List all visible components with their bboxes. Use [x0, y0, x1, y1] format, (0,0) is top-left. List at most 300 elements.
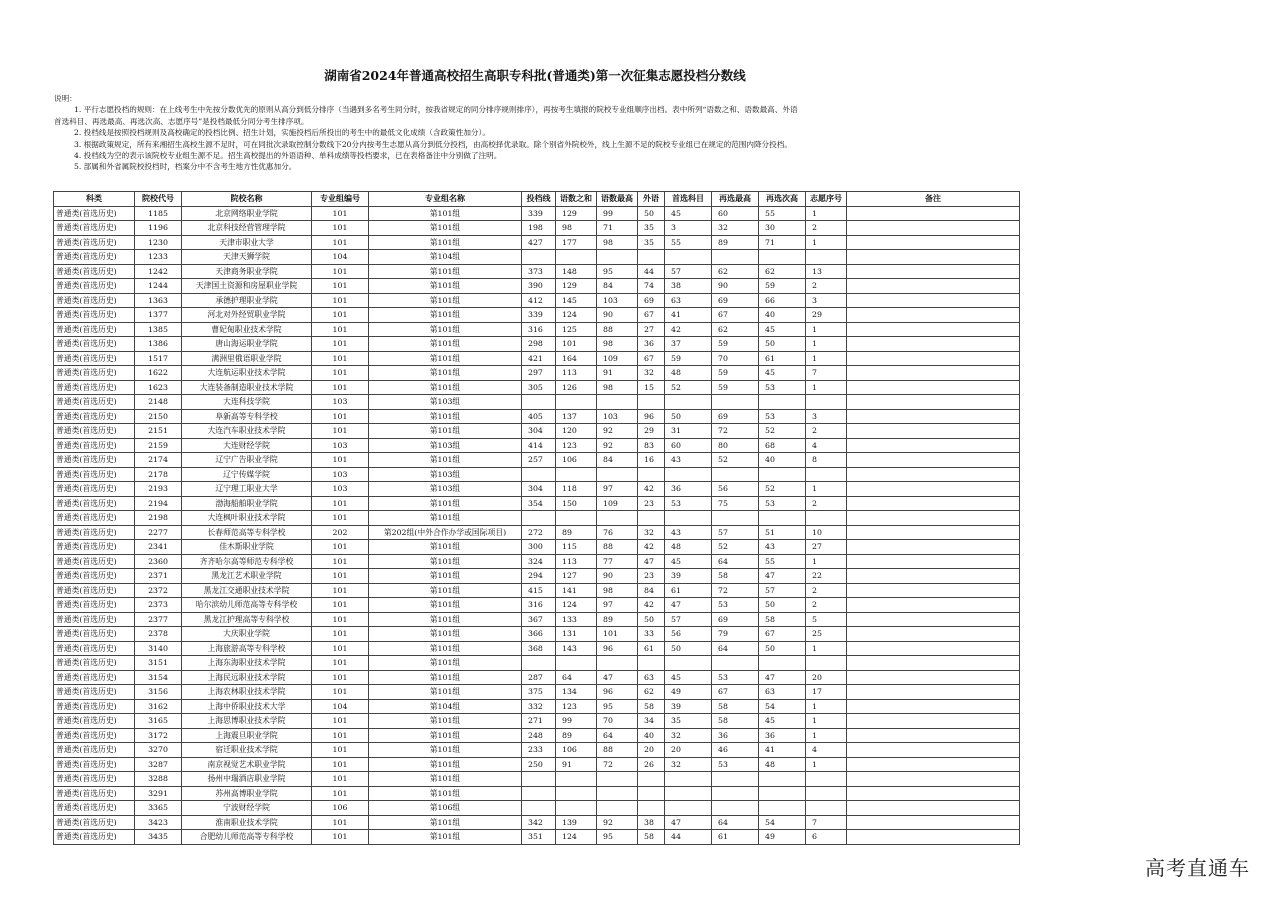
cell-group-name: 第101组 [369, 540, 522, 555]
cell-group-name: 第103组 [369, 395, 522, 410]
cell-category: 普通类(首选历史) [54, 772, 135, 787]
cell-school-code: 2360 [135, 554, 182, 569]
cell-first-subject: 45 [665, 206, 712, 221]
cell-cutoff: 257 [522, 453, 556, 468]
cell-group-name: 第202组(中外合作办学或国际项目) [369, 525, 522, 540]
cell-chinese-math-sum: 113 [556, 554, 597, 569]
cell-remarks [847, 743, 1020, 758]
cell-foreign-language: 61 [638, 641, 665, 656]
cell-chinese-math-sum: 91 [556, 757, 597, 772]
cell-elective-max: 60 [712, 206, 759, 221]
cell-choice-order [806, 395, 847, 410]
cell-remarks [847, 264, 1020, 279]
cell-choice-order [806, 772, 847, 787]
cell-first-subject: 45 [665, 554, 712, 569]
cell-first-subject: 35 [665, 714, 712, 729]
cell-cutoff [522, 511, 556, 526]
cell-remarks [847, 786, 1020, 801]
cell-elective-max [712, 511, 759, 526]
cell-school-name: 上海旅游高等专科学校 [182, 641, 312, 656]
cell-remarks [847, 830, 1020, 845]
cell-elective-max: 72 [712, 583, 759, 598]
cell-group-code: 101 [312, 670, 369, 685]
cell-remarks [847, 453, 1020, 468]
cell-foreign-language: 32 [638, 366, 665, 381]
cell-school-code: 2150 [135, 409, 182, 424]
cell-school-code: 3140 [135, 641, 182, 656]
header-elective-max: 再选最高 [712, 192, 759, 207]
cell-school-code: 3423 [135, 815, 182, 830]
cell-remarks [847, 772, 1020, 787]
cell-chinese-math-max: 71 [597, 221, 638, 236]
cell-chinese-math-sum: 115 [556, 540, 597, 555]
cell-remarks [847, 656, 1020, 671]
cell-remarks [847, 757, 1020, 772]
cell-elective-second: 40 [759, 308, 806, 323]
cell-remarks [847, 293, 1020, 308]
cell-group-name: 第101组 [369, 714, 522, 729]
cell-remarks [847, 598, 1020, 613]
cell-elective-max [712, 250, 759, 265]
cell-elective-second: 61 [759, 351, 806, 366]
cell-category: 普通类(首选历史) [54, 467, 135, 482]
cell-elective-second: 47 [759, 569, 806, 584]
cell-foreign-language [638, 250, 665, 265]
cell-chinese-math-sum: 127 [556, 569, 597, 584]
cell-group-name: 第101组 [369, 583, 522, 598]
cell-category: 普通类(首选历史) [54, 366, 135, 381]
cell-chinese-math-max: 99 [597, 206, 638, 221]
cell-school-code: 3154 [135, 670, 182, 685]
cell-cutoff: 294 [522, 569, 556, 584]
cell-cutoff [522, 786, 556, 801]
cell-category: 普通类(首选历史) [54, 786, 135, 801]
cell-group-name: 第104组 [369, 250, 522, 265]
cell-group-name: 第101组 [369, 496, 522, 511]
cell-choice-order: 10 [806, 525, 847, 540]
cell-cutoff: 250 [522, 757, 556, 772]
cell-group-code: 202 [312, 525, 369, 540]
cell-elective-second: 43 [759, 540, 806, 555]
cell-school-name: 上海震旦职业学院 [182, 728, 312, 743]
cell-group-name: 第101组 [369, 279, 522, 294]
cell-category: 普通类(首选历史) [54, 438, 135, 453]
header-chinese-math-max: 语数最高 [597, 192, 638, 207]
cell-cutoff: 332 [522, 699, 556, 714]
cell-foreign-language: 35 [638, 235, 665, 250]
cell-group-name: 第101组 [369, 293, 522, 308]
cell-group-name: 第101组 [369, 786, 522, 801]
cell-first-subject: 50 [665, 641, 712, 656]
cell-cutoff: 366 [522, 627, 556, 642]
cell-remarks [847, 641, 1020, 656]
cell-foreign-language: 83 [638, 438, 665, 453]
cell-school-name: 佳木斯职业学院 [182, 540, 312, 555]
cell-remarks [847, 366, 1020, 381]
cell-chinese-math-max: 89 [597, 612, 638, 627]
cell-choice-order [806, 656, 847, 671]
cell-group-name: 第103组 [369, 482, 522, 497]
cell-cutoff [522, 656, 556, 671]
cell-category: 普通类(首选历史) [54, 598, 135, 613]
cell-group-code: 101 [312, 598, 369, 613]
cell-elective-max: 57 [712, 525, 759, 540]
cell-remarks [847, 395, 1020, 410]
cell-choice-order: 29 [806, 308, 847, 323]
cell-school-name: 辽宁传媒学院 [182, 467, 312, 482]
cell-remarks [847, 815, 1020, 830]
cell-choice-order: 1 [806, 757, 847, 772]
cell-elective-max: 61 [712, 830, 759, 845]
cell-choice-order: 5 [806, 612, 847, 627]
cell-school-name: 齐齐哈尔高等师范专科学校 [182, 554, 312, 569]
cell-chinese-math-sum: 126 [556, 380, 597, 395]
cell-choice-order: 1 [806, 337, 847, 352]
cell-group-code: 101 [312, 714, 369, 729]
header-school-name: 院校名称 [182, 192, 312, 207]
cell-elective-second [759, 801, 806, 816]
table-row [54, 496, 1020, 511]
cell-remarks [847, 714, 1020, 729]
cell-first-subject: 63 [665, 293, 712, 308]
cell-category: 普通类(首选历史) [54, 743, 135, 758]
cell-elective-second: 36 [759, 728, 806, 743]
cell-category: 普通类(首选历史) [54, 583, 135, 598]
cell-cutoff: 316 [522, 598, 556, 613]
cell-elective-max: 59 [712, 380, 759, 395]
note-item: 2. 投档线是按照投档规则及高校确定的投档比例、招生计划，实施投档后所投出的考生中的最低文化成绩（含政策性加分）。 [74, 128, 490, 138]
cell-group-code: 104 [312, 250, 369, 265]
cell-school-code: 3172 [135, 728, 182, 743]
cell-elective-second: 57 [759, 583, 806, 598]
cell-category: 普通类(首选历史) [54, 221, 135, 236]
table-row [54, 685, 1020, 700]
cell-chinese-math-sum: 123 [556, 438, 597, 453]
cell-group-code: 101 [312, 351, 369, 366]
cell-chinese-math-sum: 120 [556, 424, 597, 439]
cell-school-code: 3162 [135, 699, 182, 714]
cell-remarks [847, 438, 1020, 453]
cell-group-code: 101 [312, 264, 369, 279]
cell-category: 普通类(首选历史) [54, 308, 135, 323]
cell-chinese-math-sum: 177 [556, 235, 597, 250]
cell-school-name: 河北对外经贸职业学院 [182, 308, 312, 323]
cell-choice-order [806, 511, 847, 526]
cell-elective-second: 49 [759, 830, 806, 845]
table-row [54, 279, 1020, 294]
cell-elective-max: 62 [712, 264, 759, 279]
cell-first-subject: 32 [665, 757, 712, 772]
cell-school-code: 1244 [135, 279, 182, 294]
table-row [54, 757, 1020, 772]
cell-foreign-language: 62 [638, 685, 665, 700]
cell-category: 普通类(首选历史) [54, 264, 135, 279]
cell-first-subject: 48 [665, 366, 712, 381]
cell-school-code: 2378 [135, 627, 182, 642]
cell-cutoff: 390 [522, 279, 556, 294]
cell-group-name: 第101组 [369, 380, 522, 395]
cell-choice-order: 25 [806, 627, 847, 642]
cell-foreign-language: 16 [638, 453, 665, 468]
cell-chinese-math-sum: 98 [556, 221, 597, 236]
cell-chinese-math-max [597, 801, 638, 816]
cell-school-name: 北京科技经营管理学院 [182, 221, 312, 236]
cell-school-name: 渤海船舶职业学院 [182, 496, 312, 511]
cell-cutoff: 324 [522, 554, 556, 569]
cell-first-subject: 39 [665, 569, 712, 584]
cell-cutoff: 198 [522, 221, 556, 236]
cell-chinese-math-max [597, 656, 638, 671]
cell-category: 普通类(首选历史) [54, 235, 135, 250]
cell-chinese-math-sum: 123 [556, 699, 597, 714]
cell-group-name: 第101组 [369, 830, 522, 845]
cell-chinese-math-max: 88 [597, 743, 638, 758]
cell-first-subject: 43 [665, 453, 712, 468]
cell-first-subject: 43 [665, 525, 712, 540]
cell-group-name: 第101组 [369, 670, 522, 685]
cell-school-code: 1233 [135, 250, 182, 265]
cell-group-code: 101 [312, 322, 369, 337]
cell-group-code: 101 [312, 206, 369, 221]
cell-school-name: 大连航运职业技术学院 [182, 366, 312, 381]
cell-cutoff [522, 250, 556, 265]
cell-school-code: 2178 [135, 467, 182, 482]
cell-elective-second [759, 656, 806, 671]
cell-elective-max: 69 [712, 612, 759, 627]
cell-school-code: 2198 [135, 511, 182, 526]
cell-category: 普通类(首选历史) [54, 250, 135, 265]
header-elective-second: 再选次高 [759, 192, 806, 207]
cell-foreign-language: 50 [638, 612, 665, 627]
cell-elective-second: 55 [759, 206, 806, 221]
cell-choice-order: 7 [806, 815, 847, 830]
cell-chinese-math-sum: 134 [556, 685, 597, 700]
table-row [54, 699, 1020, 714]
cell-elective-max: 67 [712, 685, 759, 700]
cell-foreign-language: 15 [638, 380, 665, 395]
cell-school-code: 1230 [135, 235, 182, 250]
cell-foreign-language: 35 [638, 221, 665, 236]
cell-elective-second [759, 772, 806, 787]
cell-chinese-math-max: 95 [597, 699, 638, 714]
cell-choice-order [806, 250, 847, 265]
cell-first-subject: 45 [665, 670, 712, 685]
cell-cutoff: 248 [522, 728, 556, 743]
cell-category: 普通类(首选历史) [54, 206, 135, 221]
cell-chinese-math-max: 109 [597, 351, 638, 366]
cell-category: 普通类(首选历史) [54, 525, 135, 540]
cell-elective-second: 71 [759, 235, 806, 250]
cell-elective-second [759, 511, 806, 526]
cell-school-name: 曹妃甸职业技术学院 [182, 322, 312, 337]
cell-choice-order: 2 [806, 221, 847, 236]
cell-choice-order: 20 [806, 670, 847, 685]
cell-elective-second: 45 [759, 714, 806, 729]
cell-elective-second [759, 395, 806, 410]
cell-school-code: 3165 [135, 714, 182, 729]
cell-elective-second: 58 [759, 612, 806, 627]
cell-school-code: 1623 [135, 380, 182, 395]
cell-remarks [847, 467, 1020, 482]
cell-choice-order: 3 [806, 293, 847, 308]
cell-first-subject: 52 [665, 380, 712, 395]
cell-first-subject [665, 786, 712, 801]
cell-foreign-language: 44 [638, 264, 665, 279]
cell-school-name: 哈尔滨幼儿师范高等专科学校 [182, 598, 312, 613]
cell-chinese-math-sum: 125 [556, 322, 597, 337]
cell-foreign-language: 23 [638, 496, 665, 511]
cell-elective-second: 54 [759, 815, 806, 830]
cell-foreign-language: 33 [638, 627, 665, 642]
cell-school-name: 天津市职业大学 [182, 235, 312, 250]
cell-school-code: 3288 [135, 772, 182, 787]
cell-group-name: 第101组 [369, 235, 522, 250]
cell-chinese-math-sum: 143 [556, 641, 597, 656]
cell-foreign-language: 20 [638, 743, 665, 758]
cell-first-subject: 32 [665, 728, 712, 743]
cell-category: 普通类(首选历史) [54, 322, 135, 337]
cell-chinese-math-max: 90 [597, 569, 638, 584]
cell-group-code: 101 [312, 540, 369, 555]
cell-school-code: 2372 [135, 583, 182, 598]
cell-chinese-math-max: 84 [597, 279, 638, 294]
cell-school-code: 1185 [135, 206, 182, 221]
notes-section [54, 93, 1019, 173]
cell-foreign-language: 58 [638, 830, 665, 845]
cell-elective-max: 36 [712, 728, 759, 743]
header-school-code: 院校代号 [135, 192, 182, 207]
cell-choice-order: 22 [806, 569, 847, 584]
cell-elective-max: 72 [712, 424, 759, 439]
cell-elective-max: 53 [712, 670, 759, 685]
cell-first-subject: 61 [665, 583, 712, 598]
cell-cutoff: 421 [522, 351, 556, 366]
cell-elective-max: 46 [712, 743, 759, 758]
cell-first-subject [665, 250, 712, 265]
cell-category: 普通类(首选历史) [54, 815, 135, 830]
cell-choice-order: 1 [806, 206, 847, 221]
cell-remarks [847, 525, 1020, 540]
cell-chinese-math-max: 103 [597, 293, 638, 308]
cell-cutoff: 412 [522, 293, 556, 308]
cell-remarks [847, 627, 1020, 642]
cell-remarks [847, 351, 1020, 366]
cell-cutoff: 414 [522, 438, 556, 453]
cell-group-code: 101 [312, 569, 369, 584]
header-category: 科类 [54, 192, 135, 207]
cell-elective-max: 69 [712, 409, 759, 424]
cell-chinese-math-max: 98 [597, 235, 638, 250]
cell-choice-order [806, 467, 847, 482]
cell-choice-order [806, 786, 847, 801]
cell-group-name: 第101组 [369, 308, 522, 323]
watermark: 高考直通车 [1145, 856, 1250, 880]
cell-school-code: 3365 [135, 801, 182, 816]
cell-remarks [847, 235, 1020, 250]
cell-first-subject [665, 395, 712, 410]
cell-chinese-math-max: 109 [597, 496, 638, 511]
cell-elective-max: 64 [712, 554, 759, 569]
cell-foreign-language: 67 [638, 308, 665, 323]
cell-group-name: 第101组 [369, 351, 522, 366]
cell-group-code: 101 [312, 279, 369, 294]
cell-chinese-math-max: 72 [597, 757, 638, 772]
cell-chinese-math-sum: 64 [556, 670, 597, 685]
cell-school-name: 上海东海职业技术学院 [182, 656, 312, 671]
cell-group-code: 101 [312, 757, 369, 772]
cell-chinese-math-sum: 164 [556, 351, 597, 366]
cell-remarks [847, 409, 1020, 424]
cell-foreign-language: 36 [638, 337, 665, 352]
cell-cutoff: 298 [522, 337, 556, 352]
cell-chinese-math-sum: 101 [556, 337, 597, 352]
cell-elective-max: 64 [712, 815, 759, 830]
cell-group-name: 第101组 [369, 641, 522, 656]
cell-school-code: 2377 [135, 612, 182, 627]
cell-first-subject: 59 [665, 351, 712, 366]
table-row [54, 801, 1020, 816]
cell-remarks [847, 554, 1020, 569]
cell-group-code: 101 [312, 424, 369, 439]
cell-remarks [847, 250, 1020, 265]
cell-cutoff: 233 [522, 743, 556, 758]
cell-choice-order: 27 [806, 540, 847, 555]
cell-elective-second: 67 [759, 627, 806, 642]
cell-choice-order: 13 [806, 264, 847, 279]
cell-school-code: 1385 [135, 322, 182, 337]
table-row [54, 714, 1020, 729]
header-remarks: 备注 [847, 192, 1020, 207]
cell-chinese-math-sum: 139 [556, 815, 597, 830]
table-row [54, 612, 1020, 627]
cell-elective-max [712, 395, 759, 410]
cell-remarks [847, 569, 1020, 584]
cell-remarks [847, 583, 1020, 598]
cell-chinese-math-max: 95 [597, 264, 638, 279]
cell-cutoff: 305 [522, 380, 556, 395]
cell-group-code: 106 [312, 801, 369, 816]
cell-group-name: 第101组 [369, 772, 522, 787]
cell-group-name: 第101组 [369, 366, 522, 381]
cell-group-code: 101 [312, 583, 369, 598]
cell-school-code: 3435 [135, 830, 182, 845]
cell-school-code: 2151 [135, 424, 182, 439]
cell-school-code: 2174 [135, 453, 182, 468]
cell-category: 普通类(首选历史) [54, 699, 135, 714]
cell-elective-max: 53 [712, 598, 759, 613]
cell-cutoff: 287 [522, 670, 556, 685]
cell-school-code: 1242 [135, 264, 182, 279]
cell-chinese-math-max: 88 [597, 540, 638, 555]
cell-group-name: 第101组 [369, 598, 522, 613]
cell-elective-max: 75 [712, 496, 759, 511]
table-row [54, 264, 1020, 279]
cell-group-name: 第101组 [369, 511, 522, 526]
cell-group-code: 101 [312, 511, 369, 526]
cell-remarks [847, 424, 1020, 439]
cell-elective-second [759, 467, 806, 482]
score-table [53, 191, 1020, 845]
cell-school-name: 天津天狮学院 [182, 250, 312, 265]
table-row [54, 743, 1020, 758]
cell-elective-max: 52 [712, 453, 759, 468]
cell-remarks [847, 612, 1020, 627]
table-row [54, 656, 1020, 671]
cell-chinese-math-max: 96 [597, 641, 638, 656]
table-row [54, 395, 1020, 410]
cell-chinese-math-sum: 89 [556, 728, 597, 743]
cell-category: 普通类(首选历史) [54, 728, 135, 743]
